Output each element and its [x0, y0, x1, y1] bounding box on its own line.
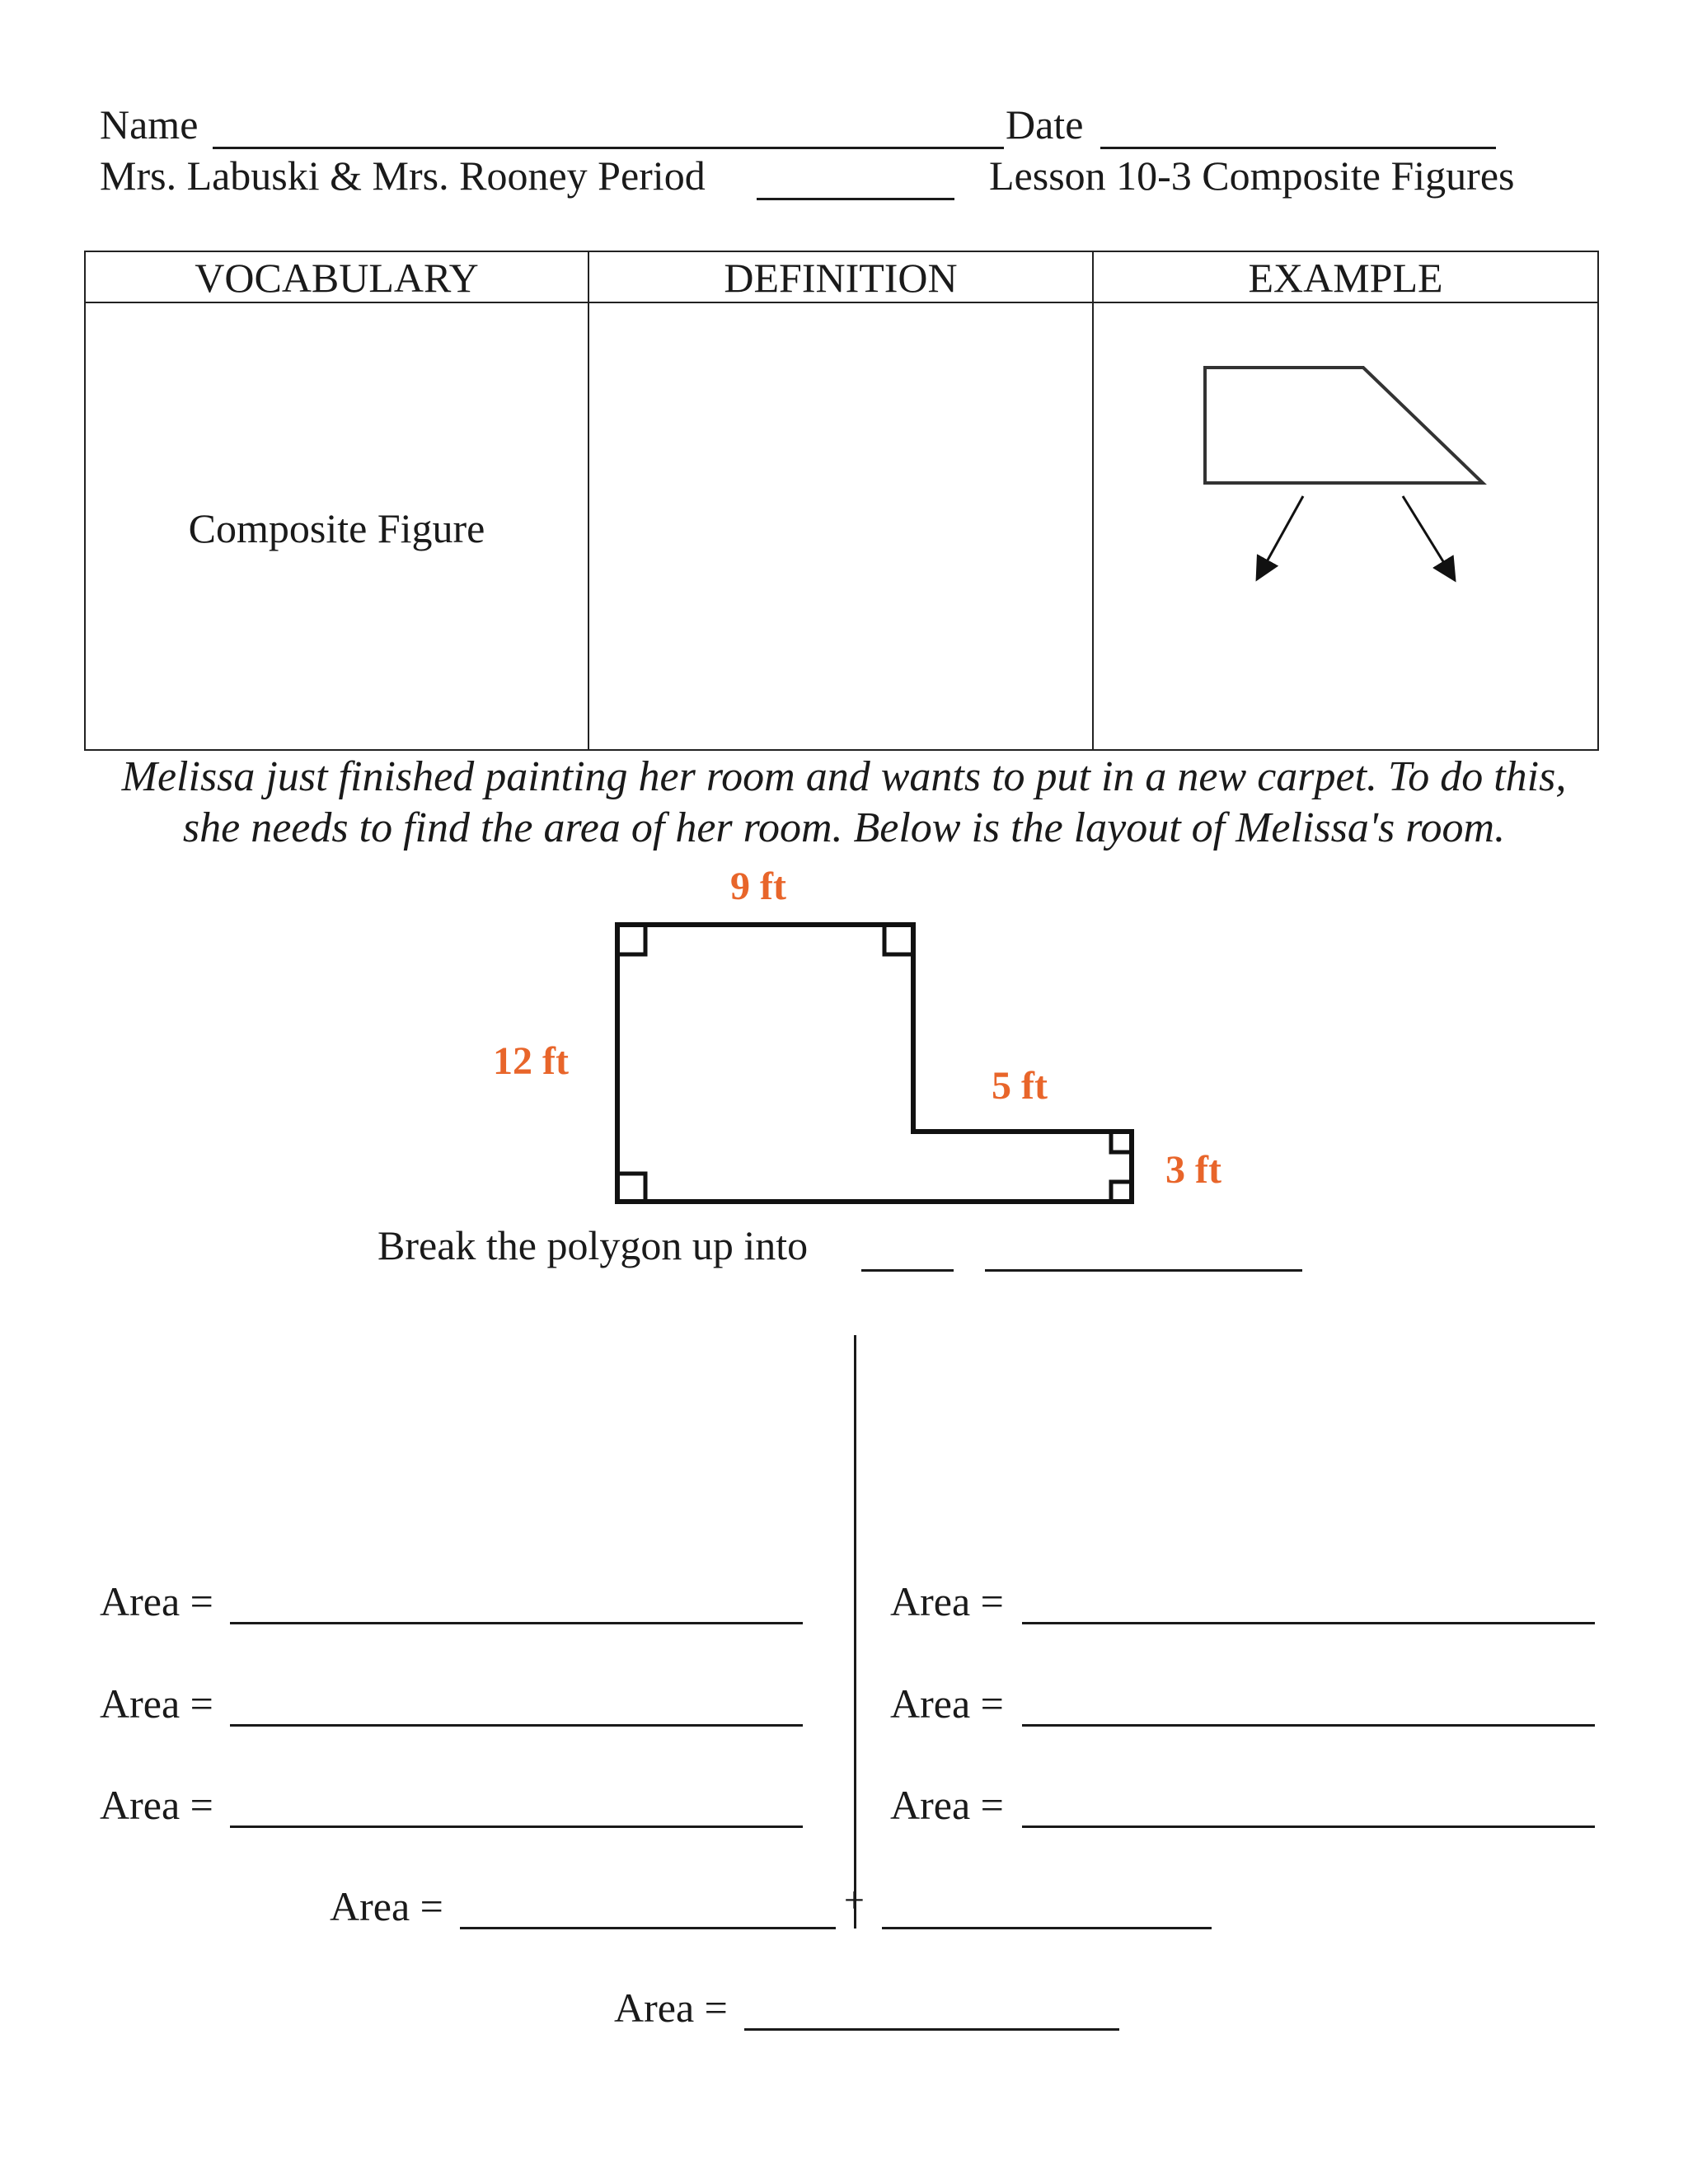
table-header-definition: DEFINITION: [588, 251, 1094, 303]
area-blank-right-1[interactable]: [1022, 1622, 1595, 1624]
area-blank-right-3[interactable]: [1022, 1825, 1595, 1828]
area-blank-right-2[interactable]: [1022, 1724, 1595, 1727]
area-label-right-3: Area =: [890, 1782, 1004, 1828]
name-label: Name: [100, 101, 199, 148]
plus-sign: +: [844, 1880, 865, 1920]
dimension-middle-label: 5 ft: [992, 1064, 1048, 1108]
term-composite-figure: Composite Figure: [188, 505, 485, 551]
shape-blank[interactable]: [985, 1269, 1302, 1272]
dimension-top-label: 9 ft: [730, 865, 786, 908]
problem-line-2: she needs to find the area of her room. Below is the layout of Melissa's room.: [182, 804, 1506, 851]
area-label-left-1: Area =: [100, 1578, 213, 1624]
area-blank-sum-2[interactable]: [882, 1927, 1212, 1929]
dimension-left-label: 12 ft: [493, 1039, 569, 1083]
table-header-vocabulary: VOCABULARY: [84, 251, 589, 303]
table-header-example: EXAMPLE: [1092, 251, 1599, 303]
work-area-divider: [854, 1335, 856, 1929]
area-blank-total[interactable]: [744, 2028, 1119, 2031]
date-label: Date: [1006, 101, 1084, 148]
instruction-text: Break the polygon up into: [377, 1222, 809, 1268]
dimension-right-label: 3 ft: [1165, 1148, 1221, 1192]
problem-line-1: Melissa just finished painting her room and wants to put in a new carpet. To do this,: [121, 753, 1567, 800]
area-label-right-1: Area =: [890, 1578, 1004, 1624]
count-blank[interactable]: [861, 1269, 954, 1272]
area-blank-sum-1[interactable]: [460, 1927, 836, 1929]
area-blank-left-3[interactable]: [230, 1825, 803, 1828]
area-label-right-2: Area =: [890, 1680, 1004, 1727]
area-blank-left-2[interactable]: [230, 1724, 803, 1727]
area-label-left-3: Area =: [100, 1782, 213, 1828]
area-blank-left-1[interactable]: [230, 1622, 803, 1624]
area-label-left-2: Area =: [100, 1680, 213, 1727]
area-label-total: Area =: [614, 1985, 728, 2031]
lesson-title: Lesson 10-3 Composite Figures: [989, 152, 1515, 199]
teachers-period-label: Mrs. Labuski & Mrs. Rooney Period: [100, 152, 706, 199]
area-label-sum: Area =: [330, 1883, 443, 1929]
